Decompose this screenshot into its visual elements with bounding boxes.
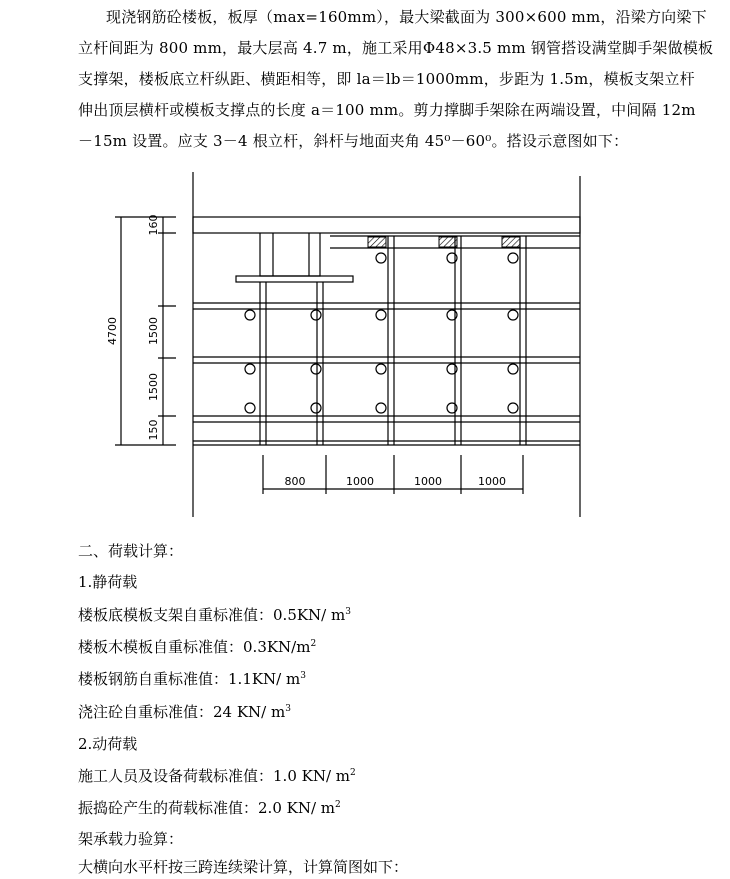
intro-line-5: －15m 设置。应支 3－4 根立杆，斜杆与地面夹角 45⁰－60⁰。搭设示意图如下： xyxy=(78,132,629,150)
floor-slab xyxy=(193,217,580,233)
dim-span-2: 1000 xyxy=(346,475,374,488)
dim-bottom: 150 xyxy=(147,419,160,441)
static-item-2: 楼板木模板自重标准值：$0.3KN/m^2$ xyxy=(78,638,317,656)
beam-outline xyxy=(260,233,320,276)
static-item-4: 浇注砼自重标准值：24 KN/ $m^3$ xyxy=(78,703,291,721)
static-item-1: 楼板底模板支架自重标准值：0.5KN/ $m^3$ xyxy=(78,606,351,624)
static-load-title: 1.静荷载 xyxy=(78,573,138,591)
intro-line-4: 伸出顶层横杆或模板支撑点的长度 a＝100 mm。剪力撑脚手架除在两端设置，中间隔 12m xyxy=(78,101,696,119)
live-item-1: 施工人员及设备荷载标准值：1.0 KN/ $m^2$ xyxy=(78,767,356,785)
beam-bottom-form xyxy=(236,276,353,282)
dim-span-1: 800 xyxy=(284,475,306,488)
live-load-title: 2.动荷载 xyxy=(78,735,138,753)
intro-line-1: 现浇钢筋砼楼板，板厚（max=160mm），最大梁截面为 300×600 mm，沿梁方向梁下 xyxy=(106,8,707,26)
capacity-check-title: 架承载力验算： xyxy=(78,830,184,848)
dim-span-3: 1000 xyxy=(414,475,442,488)
section-heading: 二、荷载计算： xyxy=(78,542,184,560)
beam-calc-text: 大横向水平杆按三跨连续梁计算，计算简图如下： xyxy=(78,858,409,876)
intro-line-3: 支撑架，楼板底立杆纵距、横距相等，即 la＝lb＝1000mm，步距为 1.5m，模板支架立杆 xyxy=(78,70,695,88)
dim-step-1: 1500 xyxy=(147,317,160,345)
dim-step-2: 1500 xyxy=(147,373,160,401)
dim-slab: 160 xyxy=(147,214,160,236)
static-item-3: 楼板钢筋自重标准值：1.1KN/ $m^3$ xyxy=(78,670,306,688)
live-item-2: 振捣砼产生的荷载标准值：2.0 KN/ $m^2$ xyxy=(78,799,341,817)
dim-total-height: 4700 xyxy=(106,317,119,345)
intro-line-2: 立杆间距为 800 mm，最大层高 4.7 m，施工采用Φ48×3.5 mm 钢管搭设满堂脚手架做模板 xyxy=(78,39,714,57)
dim-span-4: 1000 xyxy=(478,475,506,488)
